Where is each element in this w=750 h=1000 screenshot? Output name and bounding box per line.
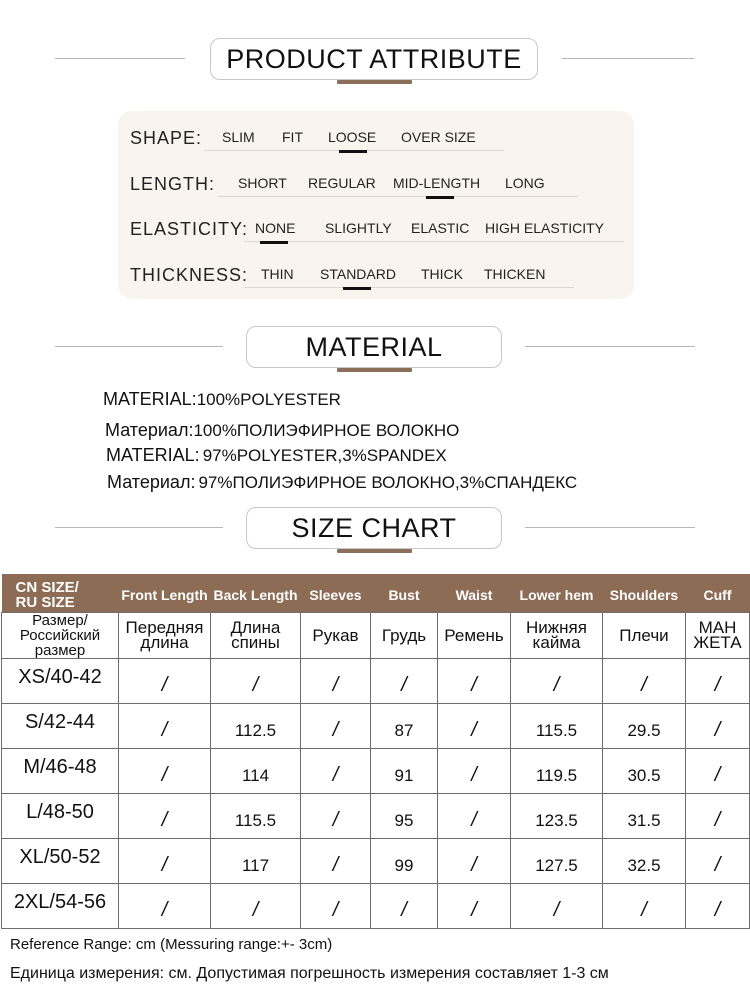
- attribute-option: SLIGHTLY: [325, 220, 392, 236]
- measurement-cell: /: [119, 793, 211, 838]
- attribute-option-selected: STANDARD: [320, 266, 396, 282]
- selected-marker: [426, 196, 454, 199]
- measurement-cell: /: [438, 703, 511, 748]
- attribute-row-shape: [130, 121, 630, 151]
- measurement-cell: 91: [371, 748, 438, 793]
- header-row-en: [2, 574, 750, 612]
- accent-bar: [337, 549, 412, 553]
- attribute-label: ELASTICITY:: [130, 219, 249, 239]
- divider-line: [525, 346, 695, 347]
- table-row: [2, 883, 750, 928]
- header-line: RU SIZE: [15, 593, 75, 611]
- attribute-row-thickness: [130, 258, 630, 288]
- measurement-cell: /: [603, 883, 686, 928]
- measurement-cell: /: [686, 658, 750, 703]
- size-chart-table: [1, 574, 750, 929]
- measurement-cell: /: [511, 658, 603, 703]
- header-cuff: Cuff: [686, 574, 750, 612]
- measurement-cell: /: [211, 883, 301, 928]
- measurement-cell: /: [438, 793, 511, 838]
- header-line: CN SIZE/: [15, 578, 79, 596]
- attribute-panel: [118, 111, 634, 299]
- measurement-cell: /: [301, 703, 371, 748]
- measurement-cell: /: [119, 883, 211, 928]
- section-title-pill: [246, 326, 502, 368]
- accent-bar: [337, 80, 412, 84]
- selected-marker: [343, 287, 371, 290]
- divider-line: [525, 527, 695, 528]
- measurement-cell: /: [119, 658, 211, 703]
- table-row: [2, 838, 750, 883]
- measurement-cell: /: [301, 838, 371, 883]
- size-label-cell: M/46-48: [2, 748, 119, 793]
- size-label-cell: S/42-44: [2, 703, 119, 748]
- measurement-cell: /: [119, 838, 211, 883]
- size-label-cell: XL/50-52: [2, 838, 119, 883]
- table-row: [2, 748, 750, 793]
- measurement-cell: 30.5: [603, 748, 686, 793]
- measurement-cell: /: [686, 703, 750, 748]
- ru-header-cell: Ремень: [438, 612, 511, 658]
- measurement-cell: 112.5: [211, 703, 301, 748]
- measurement-cell: /: [438, 658, 511, 703]
- attribute-option: REGULAR: [308, 175, 376, 191]
- size-label-cell: XS/40-42: [2, 658, 119, 703]
- measurement-cell: 119.5: [511, 748, 603, 793]
- section-header-product-attribute: [0, 30, 750, 90]
- header-waist: Waist: [438, 574, 511, 612]
- ru-header-cell: Размер/ Российский размер: [2, 612, 119, 658]
- measurement-cell: /: [686, 793, 750, 838]
- measurement-cell: 127.5: [511, 838, 603, 883]
- measurement-cell: /: [371, 658, 438, 703]
- material-line: [107, 472, 577, 493]
- ru-header-cell: Длина спины: [211, 612, 301, 658]
- attribute-option: LONG: [505, 175, 545, 191]
- divider-line: [55, 346, 223, 347]
- measurement-cell: 115.5: [511, 703, 603, 748]
- material-line: [105, 420, 459, 441]
- ru-header-cell: Рукав: [301, 612, 371, 658]
- attribute-option: THICK: [421, 266, 463, 282]
- table-row: [2, 658, 750, 703]
- attribute-label: SHAPE:: [130, 128, 203, 148]
- header-bust: Bust: [371, 574, 438, 612]
- section-title-pill: [246, 507, 502, 549]
- measurement-cell: /: [511, 883, 603, 928]
- attribute-option: HIGH ELASTICITY: [485, 220, 605, 236]
- attribute-rule: [244, 287, 574, 288]
- ru-header-cell: Грудь: [371, 612, 438, 658]
- measurement-cell: /: [301, 658, 371, 703]
- attribute-option: ELASTIC: [411, 220, 470, 236]
- material-label: Материал:: [107, 472, 196, 492]
- measurement-cell: 115.5: [211, 793, 301, 838]
- measurement-cell: /: [301, 883, 371, 928]
- measurement-cell: 31.5: [603, 793, 686, 838]
- attribute-option: FIT: [282, 129, 303, 145]
- section-title-pill: [210, 38, 538, 80]
- ru-header-cell: Передняя длина: [119, 612, 211, 658]
- attribute-row-length: [130, 167, 630, 197]
- ru-header-cell: Плечи: [603, 612, 686, 658]
- material-label: MATERIAL:: [106, 445, 200, 465]
- header-cn-ru-size: [2, 574, 119, 612]
- header-row-ru: [2, 612, 750, 658]
- attribute-rule: [244, 241, 624, 242]
- material-value: 97%ПОЛИЭФИРНОЕ ВОЛОКНО,3%СПАНДЕКС: [198, 473, 578, 492]
- material-value: 100%ПОЛИЭФИРНОЕ ВОЛОКНО: [193, 421, 460, 440]
- measurement-cell: /: [603, 658, 686, 703]
- material-line: [106, 445, 447, 466]
- divider-line: [55, 527, 223, 528]
- size-label-cell: 2XL/54-56: [2, 883, 119, 928]
- ru-header-cell: МАН ЖЕТА: [686, 612, 750, 658]
- header-sleeves: Sleeves: [301, 574, 371, 612]
- header-front-length: Front Length: [119, 574, 211, 612]
- attribute-label: THICKNESS:: [130, 265, 249, 285]
- attribute-row-elasticity: [130, 212, 630, 242]
- divider-line: [562, 58, 694, 59]
- measurement-cell: /: [371, 883, 438, 928]
- measurement-cell: 123.5: [511, 793, 603, 838]
- attribute-label: LENGTH:: [130, 174, 216, 194]
- reference-range-note: Reference Range: cm (Messuring range:+- 3cm): [10, 936, 333, 953]
- measurement-cell: /: [438, 838, 511, 883]
- measurement-cell: /: [686, 838, 750, 883]
- header-back-length: Back Length: [211, 574, 301, 612]
- measurement-cell: /: [438, 748, 511, 793]
- attribute-option-selected: MID-LENGTH: [393, 175, 481, 191]
- measurement-cell: /: [119, 748, 211, 793]
- material-line: [103, 389, 341, 410]
- attribute-option: OVER SIZE: [401, 129, 476, 145]
- section-title: PRODUCT ATTRIBUTE: [226, 43, 522, 74]
- measurement-cell: /: [301, 793, 371, 838]
- measurement-cell: 32.5: [603, 838, 686, 883]
- table-row: [2, 793, 750, 838]
- material-label: MATERIAL:: [103, 389, 197, 409]
- measurement-cell: 87: [371, 703, 438, 748]
- table-row: [2, 703, 750, 748]
- attribute-option-selected: NONE: [255, 220, 296, 236]
- attribute-option: SHORT: [238, 175, 287, 191]
- section-header-size-chart: [0, 499, 750, 559]
- measurement-cell: 29.5: [603, 703, 686, 748]
- measurement-cell: /: [686, 748, 750, 793]
- measurement-cell: 117: [211, 838, 301, 883]
- accent-bar: [337, 368, 412, 372]
- divider-line: [55, 58, 185, 59]
- attribute-rule: [218, 196, 578, 197]
- material-value: 97%POLYESTER,3%SPANDEX: [202, 446, 447, 465]
- header-lower-hem: Lower hem: [511, 574, 603, 612]
- measurement-cell: /: [119, 703, 211, 748]
- section-title: MATERIAL: [305, 331, 443, 362]
- reference-range-note-ru: Единица измерения: см. Допустимая погрешность измерения составляет 1-3 см: [10, 965, 609, 982]
- attribute-option: THICKEN: [484, 266, 546, 282]
- attribute-option: SLIM: [222, 129, 255, 145]
- attribute-option: THIN: [261, 266, 294, 282]
- attribute-option-selected: LOOSE: [328, 129, 377, 145]
- ru-header-cell: Нижняя кайма: [511, 612, 603, 658]
- measurement-cell: /: [686, 883, 750, 928]
- measurement-cell: 114: [211, 748, 301, 793]
- measurement-cell: /: [211, 658, 301, 703]
- measurement-cell: /: [301, 748, 371, 793]
- selected-marker: [260, 241, 288, 244]
- measurement-cell: /: [438, 883, 511, 928]
- measurement-cell: 95: [371, 793, 438, 838]
- material-value: 100%POLYESTER: [196, 390, 341, 409]
- section-header-material: [0, 318, 750, 378]
- section-title: SIZE CHART: [291, 512, 457, 543]
- material-label: Материал:: [105, 420, 194, 440]
- measurement-cell: 99: [371, 838, 438, 883]
- selected-marker: [339, 150, 367, 153]
- header-shoulders: Shoulders: [603, 574, 686, 612]
- size-label-cell: L/48-50: [2, 793, 119, 838]
